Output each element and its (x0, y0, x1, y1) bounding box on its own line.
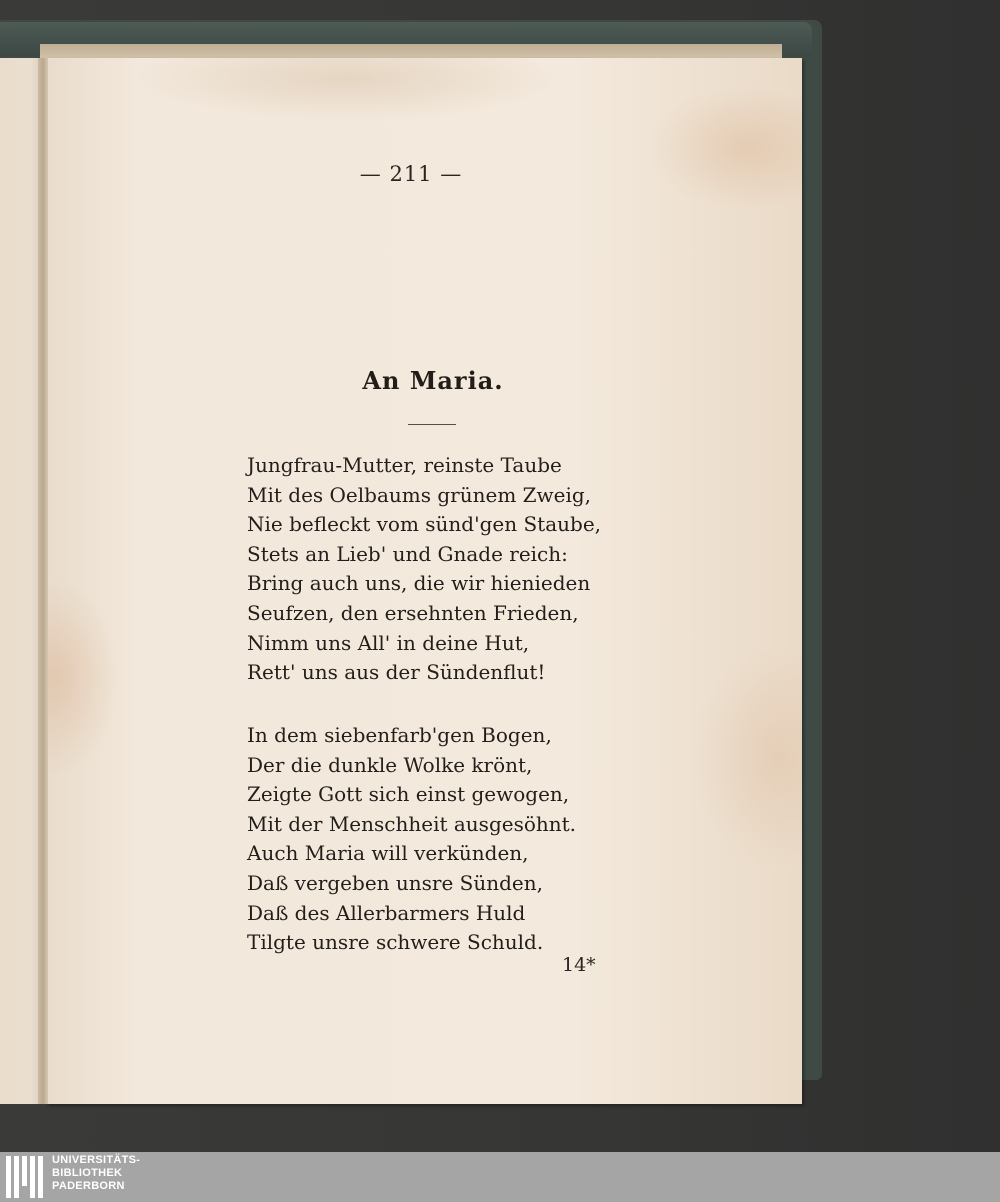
poem-title: An Maria. (362, 366, 504, 395)
poem-line: Nie befleckt vom sünd'gen Staube, (247, 512, 602, 537)
page-number: — 211 — (359, 162, 463, 186)
book-gutter (38, 58, 48, 1104)
poem-line: Bring auch uns, die wir hienieden (247, 571, 591, 596)
poem-line: Auch Maria will verkünden, (247, 841, 529, 866)
poem-line: Mit der Menschheit ausgesöhnt. (247, 811, 577, 836)
poem-line: Daß des Allerbarmers Huld (247, 900, 526, 925)
poem-line: Rett' uns aus der Sündenflut! (247, 660, 546, 685)
library-name (52, 1154, 140, 1193)
library-name-line-3: PADERBORN (52, 1180, 125, 1192)
library-name-line-1: UNIVERSITÄTS- (52, 1154, 141, 1166)
poem-line: Jungfrau-Mutter, reinste Taube (247, 453, 562, 477)
poem-line: Tilgte unsre schwere Schuld. (247, 930, 544, 955)
title-divider (408, 424, 456, 425)
poem-line: Daß vergeben unsre Sünden, (247, 870, 544, 895)
signature-mark: 14* (562, 954, 596, 976)
poem-line: In dem siebenfarb'gen Bogen, (247, 723, 552, 747)
poem-line: Seufzen, den ersehnten Frieden, (247, 600, 579, 625)
poem-line: Zeigte Gott sich einst gewogen, (247, 782, 570, 807)
poem-line: Nimm uns All' in deine Hut, (247, 630, 530, 655)
poem-line: Mit des Oelbaums grünem Zweig, (247, 482, 592, 507)
poem-stanza-2 (247, 721, 607, 958)
poem-stanza-1 (247, 451, 607, 688)
library-footer-bar (0, 1152, 1000, 1202)
library-name-line-2: BIBLIOTHEK (52, 1167, 123, 1179)
book-page (46, 58, 802, 1104)
library-logo-icon (6, 1156, 48, 1198)
poem-line: Stets an Lieb' und Gnade reich: (247, 541, 568, 566)
poem-line: Der die dunkle Wolke krönt, (247, 752, 533, 777)
